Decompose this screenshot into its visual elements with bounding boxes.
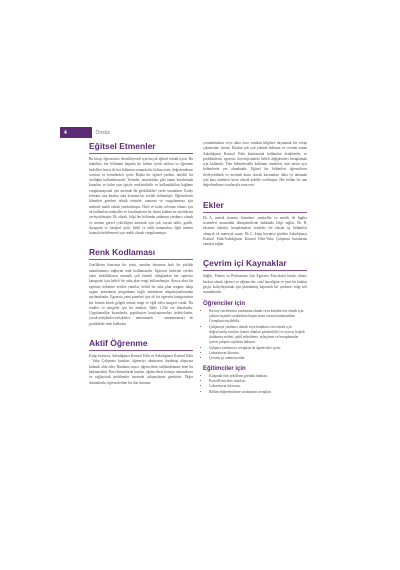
page-header xyxy=(60,127,110,138)
list-item: • Çalışma yardımcısı cevapları da öğrencileri içerir. xyxy=(209,346,307,351)
section-paragraph: Grafiklerin bazısıniz bir yönü, sunulan duruman hızlı bir şekilde tanımlanmayı sağlayan renk kodlamasıdır. Egzersiz türlerine verilen yanıt farklılıklarını tanımak çok önemli olduğundan her egzersiz kategorisi için belirli bir arka plan rengi kullanılmıştır. Ayrıca akut bir egzersiz nöbetine verilen yanıtlar, belirli bir arka plan rengine sahip uygun antrenman programına bağlı antrenman adaptasyonlarından ayrılmaktadır. Egzersiz yanıt paneleri için ek bir egzersiz kategorisinin her birinin kendi gölgeli temalı rengi ve eğik eden simgesi vardır. Bu renkler ve simgeler için bir anahtar, Tablo 1.2'de yer almaktadır. Uygulamalılar kısımlarda, popülasyon karşılaştırmaları (erkek-kadın, çocuk-yetişkinler/yetişkinler, antrenmanlı - antrenmansız) de grafiklerde renk kodludur. xyxy=(89,263,193,326)
section-title-aktif-ogrenme: Aktif Öğrenme xyxy=(89,338,193,351)
section-paragraph: Sağlık, Fitness ve Performans İçin Egzersiz Fizyolojisi kitabı, altıncı baskısı olarak öğrenci ve eğitimciler, sınıf hazırlığını ve yeni bir kitabın geçişi kolaylaştırmak için planlanmış kapsamlı bir yardımcı bilgi seti sunmaktadır. xyxy=(203,274,307,295)
section-title-egitsel-etmenler: Eğitsel Etmenler xyxy=(89,141,193,154)
list-item: • Kitaptaki tüm şekillerin görüntü bankası. xyxy=(209,374,307,379)
list-item: • Laboratuvar klavuzu. xyxy=(209,351,307,356)
student-resources-list xyxy=(203,309,307,362)
page-number: 4 xyxy=(60,127,92,138)
section-title-ekler: Ekler xyxy=(203,200,307,213)
intro-paragraph: yorumlamaları veya daha önce sunulan bilgilere dayanarak bir cevap çıkarmaları istenir. Kitabın çok çok yönüde bulunan ve cevrum sunan Anladığınızı Kontrol Edin kutularında kullanılan denklemler ve problemlerin, egzersiz fizyolojisindeki belirli değişkenleri hesaplamak için kullanılır. Tüm bölümlerdeki kullanım örnekleri, tüm metin ayrı bölümlerde yer almaktadır. Eğitsel bir bölümleri öğrencilerin ilerleyebilmek ve metinde konu olacak kavramları daha iyi anlamak için bazı örnekleri konu olacak şekilde verilmiştir. Her bölüm bir ana değerlendirme sorularıyla sona erer. xyxy=(203,141,307,188)
right-column xyxy=(203,141,307,399)
list-item: • Bölüm değerlendirme sorularının cevapları. xyxy=(209,390,307,395)
list-item: • Çalışmaya yardımcı olmak veya kendinizi test etmek için doğru/yanlış soruları (yanıtı olanları gösterebilir) ve ayrıca, boşluk doldurma testleri, şekil etiketleme, eşleştirme ve hesaplamalar içeren çalışma sayfaları bulunur. xyxy=(209,325,307,346)
section-paragraph: Kitap boyunca, Anladığınızı Kontrol Edin ve Anladığınızı Kontrol Edin - Vaka Çalışması kutuları, öğrenciyi okumasını durdurup alıştırma bulmak oldu eder. Bunların sayısı, öğrencilerin talebindeninne bren bu hadanacaktır. Bazı durumlarda kutular, öğrencilerin konuyu anlamaların ve sağlayacak problemler üzerinde çalışmalarını gerektirir. Diğer durumlarda, öğrencilerden bir dizi durumu xyxy=(89,354,193,385)
section-title-cevrim-ici-kaynaklar: Çevrim içi Kaynaklar xyxy=(203,258,307,271)
left-column xyxy=(89,141,193,391)
section-paragraph: Bu kitap, öğrencinizi destekleyecek için birçok eğitsel teknik içerir. Bu teknikler, her bölümün başında bir bölüm içerik tablosu ve öğrenme hedefleri listesi ile her bölümün sonunda bir bölüm özeti, değerlendirme soruları ve terimlerden içerir. Başka bir eğitsel yardım, nörolik bir sözlüğün kullanılmasıdır. Terimler, tanımlıkları gibi tanım kutularında konuları ve kalın yazı tipiyle renklendirilir ve kullanıldıkları bağlamı vurgulamayarak için metinde ilk görüldükleri yerde tanımlanır. Kolay referans için kitabın arka kısmına bir sözlük eklenmiştir. Öğrencilerin bilmeleri gereken teknik terimler, anatomi ve vurgulanması için metinde mahlı olarak yazdırılmıştır. Hızlı ve kolay referans olması için ek kullanılan semboller ve kısaltmaların bir listesi kitabın en sayfalarına yerleştirilmiştir. Ek olarak, bilgi her bölümün anlaması yardımcı olmak ve metnin görsel çekiciliğini artırmak için çok sayıda tablo, grafik, diyagram ve fotoğraf içerir. Şekil ve tablo numaraları, ilgili metnin konuyla belirlenerek için renkli olarak vurgulanmıştır. xyxy=(89,157,193,236)
subsection-title-ogrenciler: Öğrenciler için xyxy=(203,300,246,307)
list-item: • PowerPoint ders slaytları. xyxy=(209,379,307,384)
list-item: • Laboratuvar kılavuzu. xyxy=(209,384,307,389)
list-item: • Kavrayı incelemesi yardımına olmak veya kendini test etmek için çoktan seçmeli sorulardan oluşan sınav sorusu bankasından: Cevaplara erişilebilir. xyxy=(209,309,307,325)
subsection-title-egitimciler: Eğitimciler için xyxy=(203,365,246,372)
section-title-renk-kodlamasi: Renk Kodlaması xyxy=(89,247,193,260)
chapter-label: Önsöz xyxy=(95,129,110,136)
list-item: • Çevrim içi animasyonlar. xyxy=(209,356,307,361)
instructor-resources-list xyxy=(203,374,307,395)
section-paragraph: Ek A, metrik sisteme, birimlere, semboller ve metrik ile İngiliz sistemleri arasındaki dönüşümlerine hakkında bilgi sağlar. Ek B, ekstrem tükettiri hesaplamaları örnekler ele alacak üç bölümleri olmayık ek materyal sunar. Ek C, kitap boyunca görülen Anladığınızı Kontrol Edin/Anladığınızı Kontrol Edin-Vaka Çalışması kutularına yanıtlar sağlar. xyxy=(203,215,307,247)
